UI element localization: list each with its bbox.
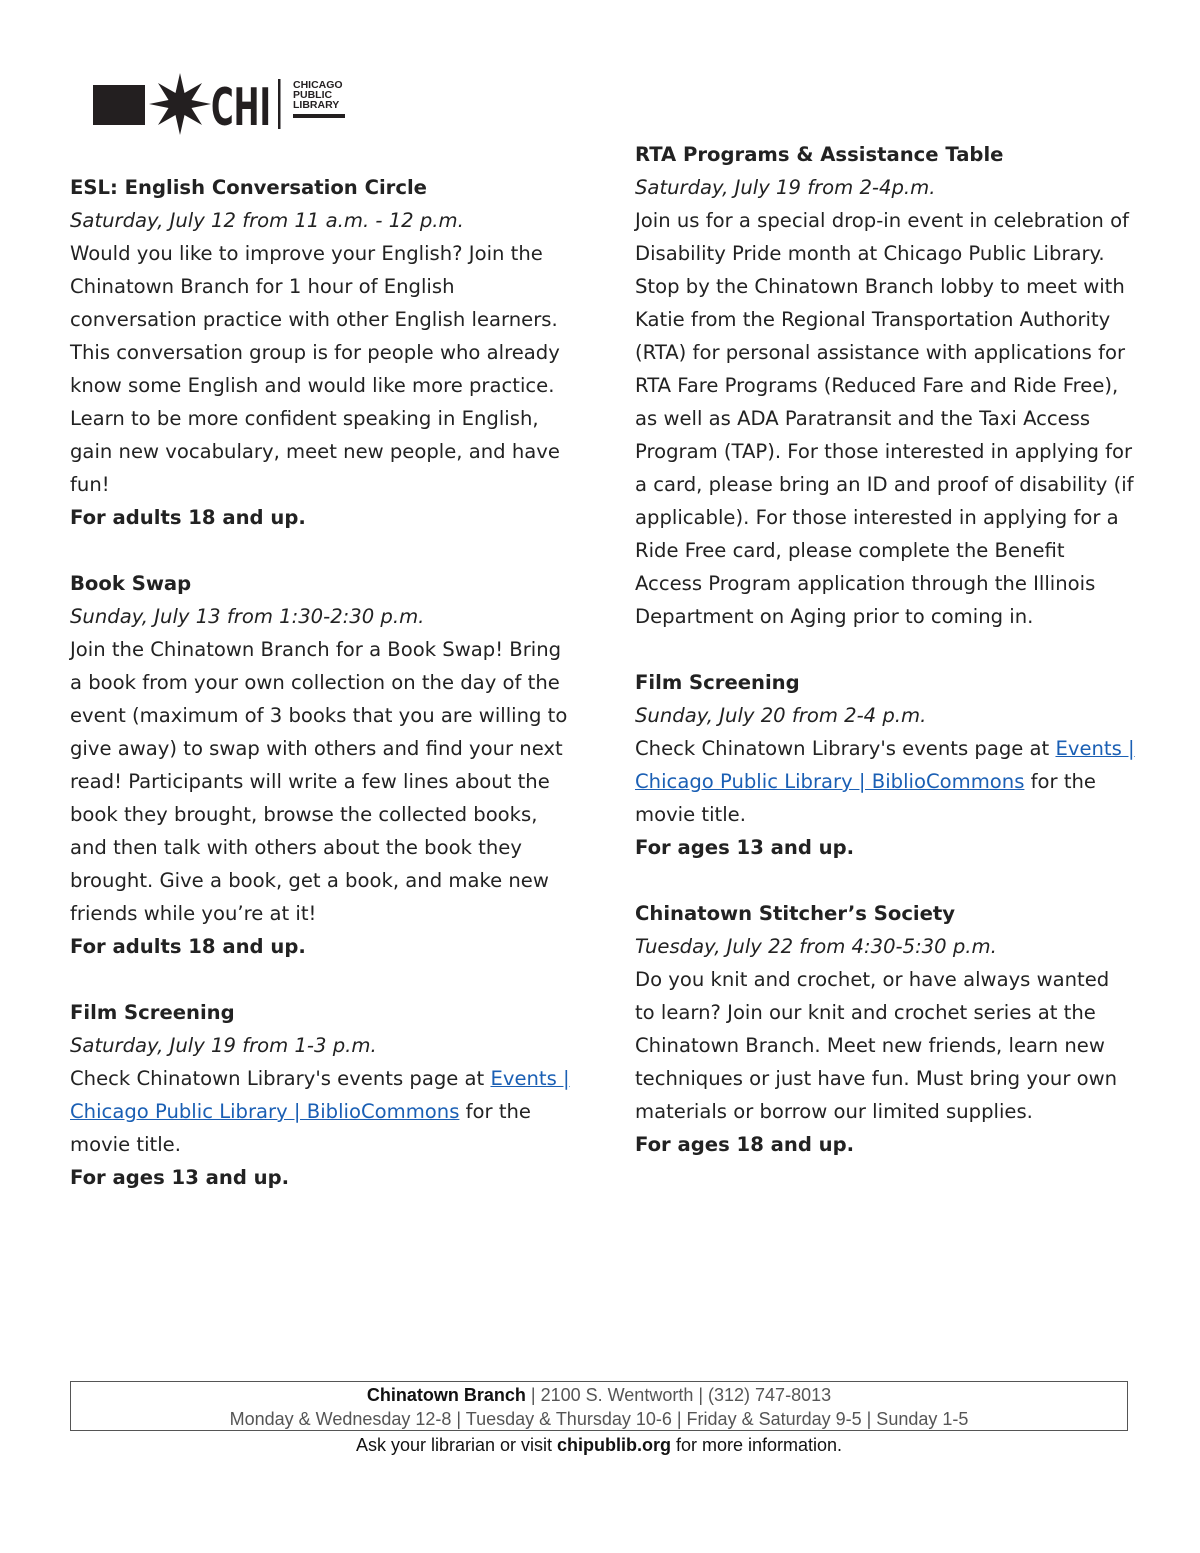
event-film-screening-july-19 bbox=[70, 996, 570, 1194]
more-info-lead: Ask your librarian or visit bbox=[355, 1435, 557, 1455]
event-audience: For ages 13 and up. bbox=[635, 836, 855, 859]
event-date: Saturday, July 12 from 11 a.m. - 12 p.m. bbox=[70, 209, 464, 232]
event-title: RTA Programs & Assistance Table bbox=[635, 143, 1004, 166]
event-description bbox=[70, 1062, 570, 1161]
event-description bbox=[635, 732, 1135, 831]
branch-hours: Monday & Wednesday 12-8 | Tuesday & Thursday 10-6 | Friday & Saturday 9-5 | Sunday 1-5 bbox=[229, 1409, 969, 1429]
branch-name: Chinatown Branch bbox=[366, 1385, 526, 1405]
event-audience: For ages 18 and up. bbox=[635, 1133, 855, 1156]
event-description-tail: for the movie title. bbox=[635, 770, 1096, 826]
event-description: Join the Chinatown Branch for a Book Swap! Bring a book from your own collection on the day of the event (maximum of 3 books that you are willing to give away) to swap with others and find your next read! Participants will write a few lines about the book they brought, browse the collected books, and then talk with others about the book they brought. Give a book, get a book, and make new friends while you’re at it! bbox=[70, 638, 568, 925]
biblio-events-link[interactable]: Events | Chicago Public Library | BiblioCommons bbox=[70, 1067, 570, 1123]
event-audience: For adults 18 and up. bbox=[70, 506, 306, 529]
branch-address-line bbox=[71, 1383, 1127, 1407]
event-date: Saturday, July 19 from 2-4p.m. bbox=[635, 176, 936, 199]
biblio-events-link[interactable]: Events | Chicago Public Library | BiblioCommons bbox=[635, 737, 1135, 793]
branch-info-box bbox=[70, 1381, 1128, 1431]
logo-black-block bbox=[93, 85, 145, 125]
logo-org-line1: CHICAGO bbox=[293, 79, 343, 91]
event-stitchers-society bbox=[635, 897, 1135, 1161]
event-title: Book Swap bbox=[70, 572, 192, 595]
event-esl-conversation bbox=[70, 171, 570, 534]
event-title: Film Screening bbox=[635, 671, 800, 694]
more-info-tail: for more information. bbox=[671, 1435, 843, 1455]
event-description-lead: Check Chinatown Library's events page at bbox=[70, 1067, 491, 1090]
event-date: Tuesday, July 22 from 4:30-5:30 p.m. bbox=[635, 935, 997, 958]
left-column bbox=[70, 171, 570, 1227]
event-book-swap bbox=[70, 567, 570, 963]
event-description: Join us for a special drop-in event in celebration of Disability Pride month at Chicago Public Library. Stop by the Chinatown Branch lobby to meet with Katie from the Regional Transportation Authority (RTA) for personal assistance with applications for RTA Fare Programs (Reduced Fare and Ride Free), as well as ADA Paratransit and the Taxi Access Program (TAP). For those interested in applying for a card, please bring an ID and proof of disability (if applicable). For those interested in applying for a Ride Free card, please complete the Benefit Access Program application through the Illinois Department on Aging prior to coming in. bbox=[635, 209, 1134, 628]
logo-divider bbox=[278, 79, 281, 129]
event-description-tail: for the movie title. bbox=[70, 1100, 531, 1156]
event-film-screening-july-20 bbox=[635, 666, 1135, 864]
more-info-note bbox=[70, 1433, 1128, 1457]
event-description-lead: Check Chinatown Library's events page at bbox=[635, 737, 1056, 760]
event-audience: For adults 18 and up. bbox=[70, 935, 306, 958]
event-description: Do you knit and crochet, or have always wanted to learn? Join our knit and crochet series at the Chinatown Branch. Meet new friends, learn new techniques or just have fun. Must bring your own materials or borrow our limited supplies. bbox=[635, 968, 1118, 1123]
event-description: Would you like to improve your English? Join the Chinatown Branch for 1 hour of English conversation practice with other English learners. This conversation group is for people who already know some English and would like more practice. Learn to be more confident speaking in English, gain new vocabulary, meet new people, and have fun! bbox=[70, 242, 560, 496]
event-title: Film Screening bbox=[70, 1001, 235, 1024]
chicago-public-library-logo bbox=[93, 73, 353, 135]
logo-org-line3: LIBRARY bbox=[293, 99, 340, 111]
event-date: Saturday, July 19 from 1-3 p.m. bbox=[70, 1034, 377, 1057]
right-column bbox=[635, 138, 1135, 1194]
event-date: Sunday, July 20 from 2-4 p.m. bbox=[635, 704, 927, 727]
event-date: Sunday, July 13 from 1:30-2:30 p.m. bbox=[70, 605, 425, 628]
event-audience: For ages 13 and up. bbox=[70, 1166, 290, 1189]
branch-address-phone: | 2100 S. Wentworth | (312) 747-8013 bbox=[525, 1385, 832, 1405]
event-rta-programs bbox=[635, 138, 1135, 633]
logo-org-line2: PUBLIC bbox=[293, 89, 333, 101]
event-title: Chinatown Stitcher’s Society bbox=[635, 902, 956, 925]
logo-chi-text: CHI bbox=[211, 78, 271, 135]
site-link[interactable]: chipublib.org bbox=[557, 1435, 671, 1455]
star-icon bbox=[149, 73, 211, 135]
event-title: ESL: English Conversation Circle bbox=[70, 176, 427, 199]
logo-underline bbox=[293, 114, 345, 118]
